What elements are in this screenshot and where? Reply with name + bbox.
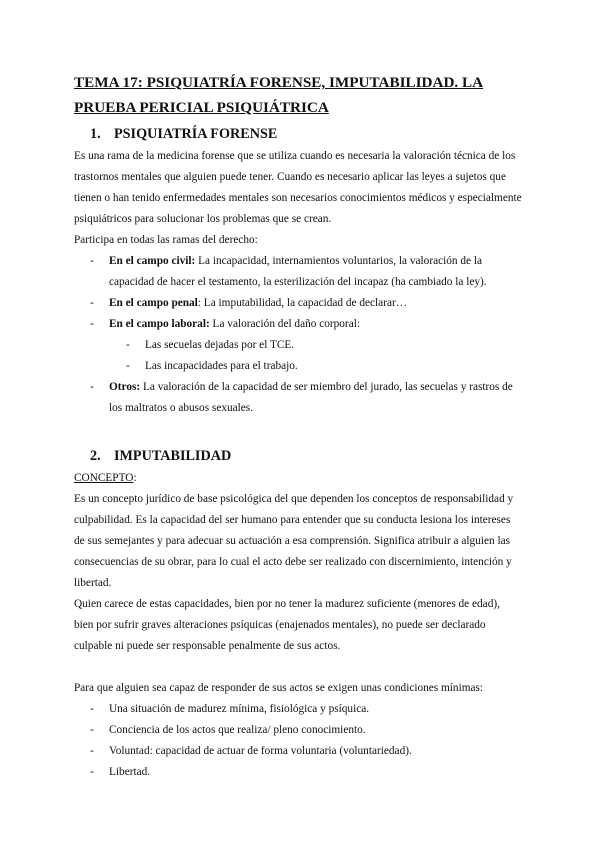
item-text: : La imputabilidad, la capacidad de declarar… [197, 297, 408, 309]
section-1-heading [74, 122, 522, 146]
sub-list-item [74, 356, 522, 377]
concept-label-line [74, 468, 522, 489]
bullet-dash: - [90, 703, 94, 715]
bullet-dash: - [126, 339, 130, 351]
item-label: En el campo penal [109, 297, 198, 309]
bullet-dash: - [90, 297, 94, 309]
bullet-dash: - [126, 360, 130, 372]
section-2-number: 2. [90, 448, 101, 464]
item-text: La valoración de la capacidad de ser miembro del jurado, las secuelas y rastros de los maltratos o abusos sexuales. [109, 381, 513, 414]
list-item [74, 377, 522, 419]
list-item [74, 741, 522, 762]
condition-text: Conciencia de los actos que realiza/ pleno conocimiento. [109, 724, 366, 736]
bullet-dash: - [90, 724, 94, 736]
bullet-dash: - [90, 318, 94, 330]
section-1-title: PSIQUIATRÍA FORENSE [114, 126, 278, 142]
list-item [74, 699, 522, 720]
section-2-heading [74, 444, 522, 468]
sub-list-item [74, 335, 522, 356]
list-item [74, 720, 522, 741]
document-title: TEMA 17: PSIQUIATRÍA FORENSE, IMPUTABILIDAD. LA PRUEBA PERICIAL PSIQUIÁTRICA [74, 74, 484, 116]
section-2-title: IMPUTABILIDAD [114, 448, 232, 464]
concept-colon: : [133, 472, 137, 484]
sub-item-text: Las secuelas dejadas por el TCE. [145, 339, 295, 351]
section-2-paragraph-2: Quien carece de estas capacidades, bien por no tener la madurez suficiente (menores de edad), bien por sufrir graves alteraciones psíquicas (enajenados mentales), no puede ser declarado culpable ni puede ser responsable penalmente de sus actos. [74, 598, 500, 652]
item-label: En el campo laboral: [109, 318, 210, 330]
section-1-list [74, 251, 522, 419]
bullet-dash: - [90, 766, 94, 778]
spacer [74, 657, 522, 678]
section-1-number: 1. [90, 126, 101, 142]
section-2-paragraph-1: Es un concepto jurídico de base psicológica del que dependen los conceptos de responsabilidad y culpabilidad. Es la capacidad del ser humano para entender que su conducta lesiona los intereses de sus semejantes y para adecuar su actuación a esa comprensión. Significa atribuir a alguien las consecuencias de su obrar, para lo cual el acto debe ser realizado con discernimiento, intención y libertad. [74, 493, 514, 589]
bullet-dash: - [90, 381, 94, 393]
section-1-participa: Participa en todas las ramas del derecho: [74, 234, 258, 246]
list-item [74, 293, 522, 314]
spacer [74, 419, 522, 440]
list-item [74, 251, 522, 293]
condition-text: Una situación de madurez mínima, fisiológica y psíquica. [109, 703, 370, 715]
bullet-dash: - [90, 255, 94, 267]
condition-text: Libertad. [109, 766, 151, 778]
item-label: En el campo civil: [109, 255, 196, 267]
list-item [74, 762, 522, 783]
conditions-list [74, 699, 522, 783]
concept-label: CONCEPTO [74, 472, 134, 484]
bullet-dash: - [90, 745, 94, 757]
section-1-intro: Es una rama de la medicina forense que se utiliza cuando es necesaria la valoración técnica de los trastornos mentales que alguien puede tener. Cuando es necesario aplicar las leyes a sujetos que tienen o han tenido enfermedades mentales son necesarios conocimientos médicos y especialmente psiquiátricos para solucionar los problemas que se crean. [74, 150, 522, 225]
item-text: La incapacidad, internamientos voluntarios, la valoración de la capacidad de hacer el testamento, la esterilización del incapaz (ha cambiado la ley). [109, 255, 487, 288]
document-page [74, 70, 522, 783]
item-label: Otros: [109, 381, 141, 393]
list-item [74, 314, 522, 335]
section-2-paragraph-3: Para que alguien sea capaz de responder de sus actos se exigen unas condiciones mínimas: [74, 682, 484, 694]
item-text: La valoración del daño corporal: [209, 318, 360, 330]
condition-text: Voluntad: capacidad de actuar de forma voluntaria (voluntariedad). [109, 745, 412, 757]
sub-item-text: Las incapacidades para el trabajo. [145, 360, 298, 372]
